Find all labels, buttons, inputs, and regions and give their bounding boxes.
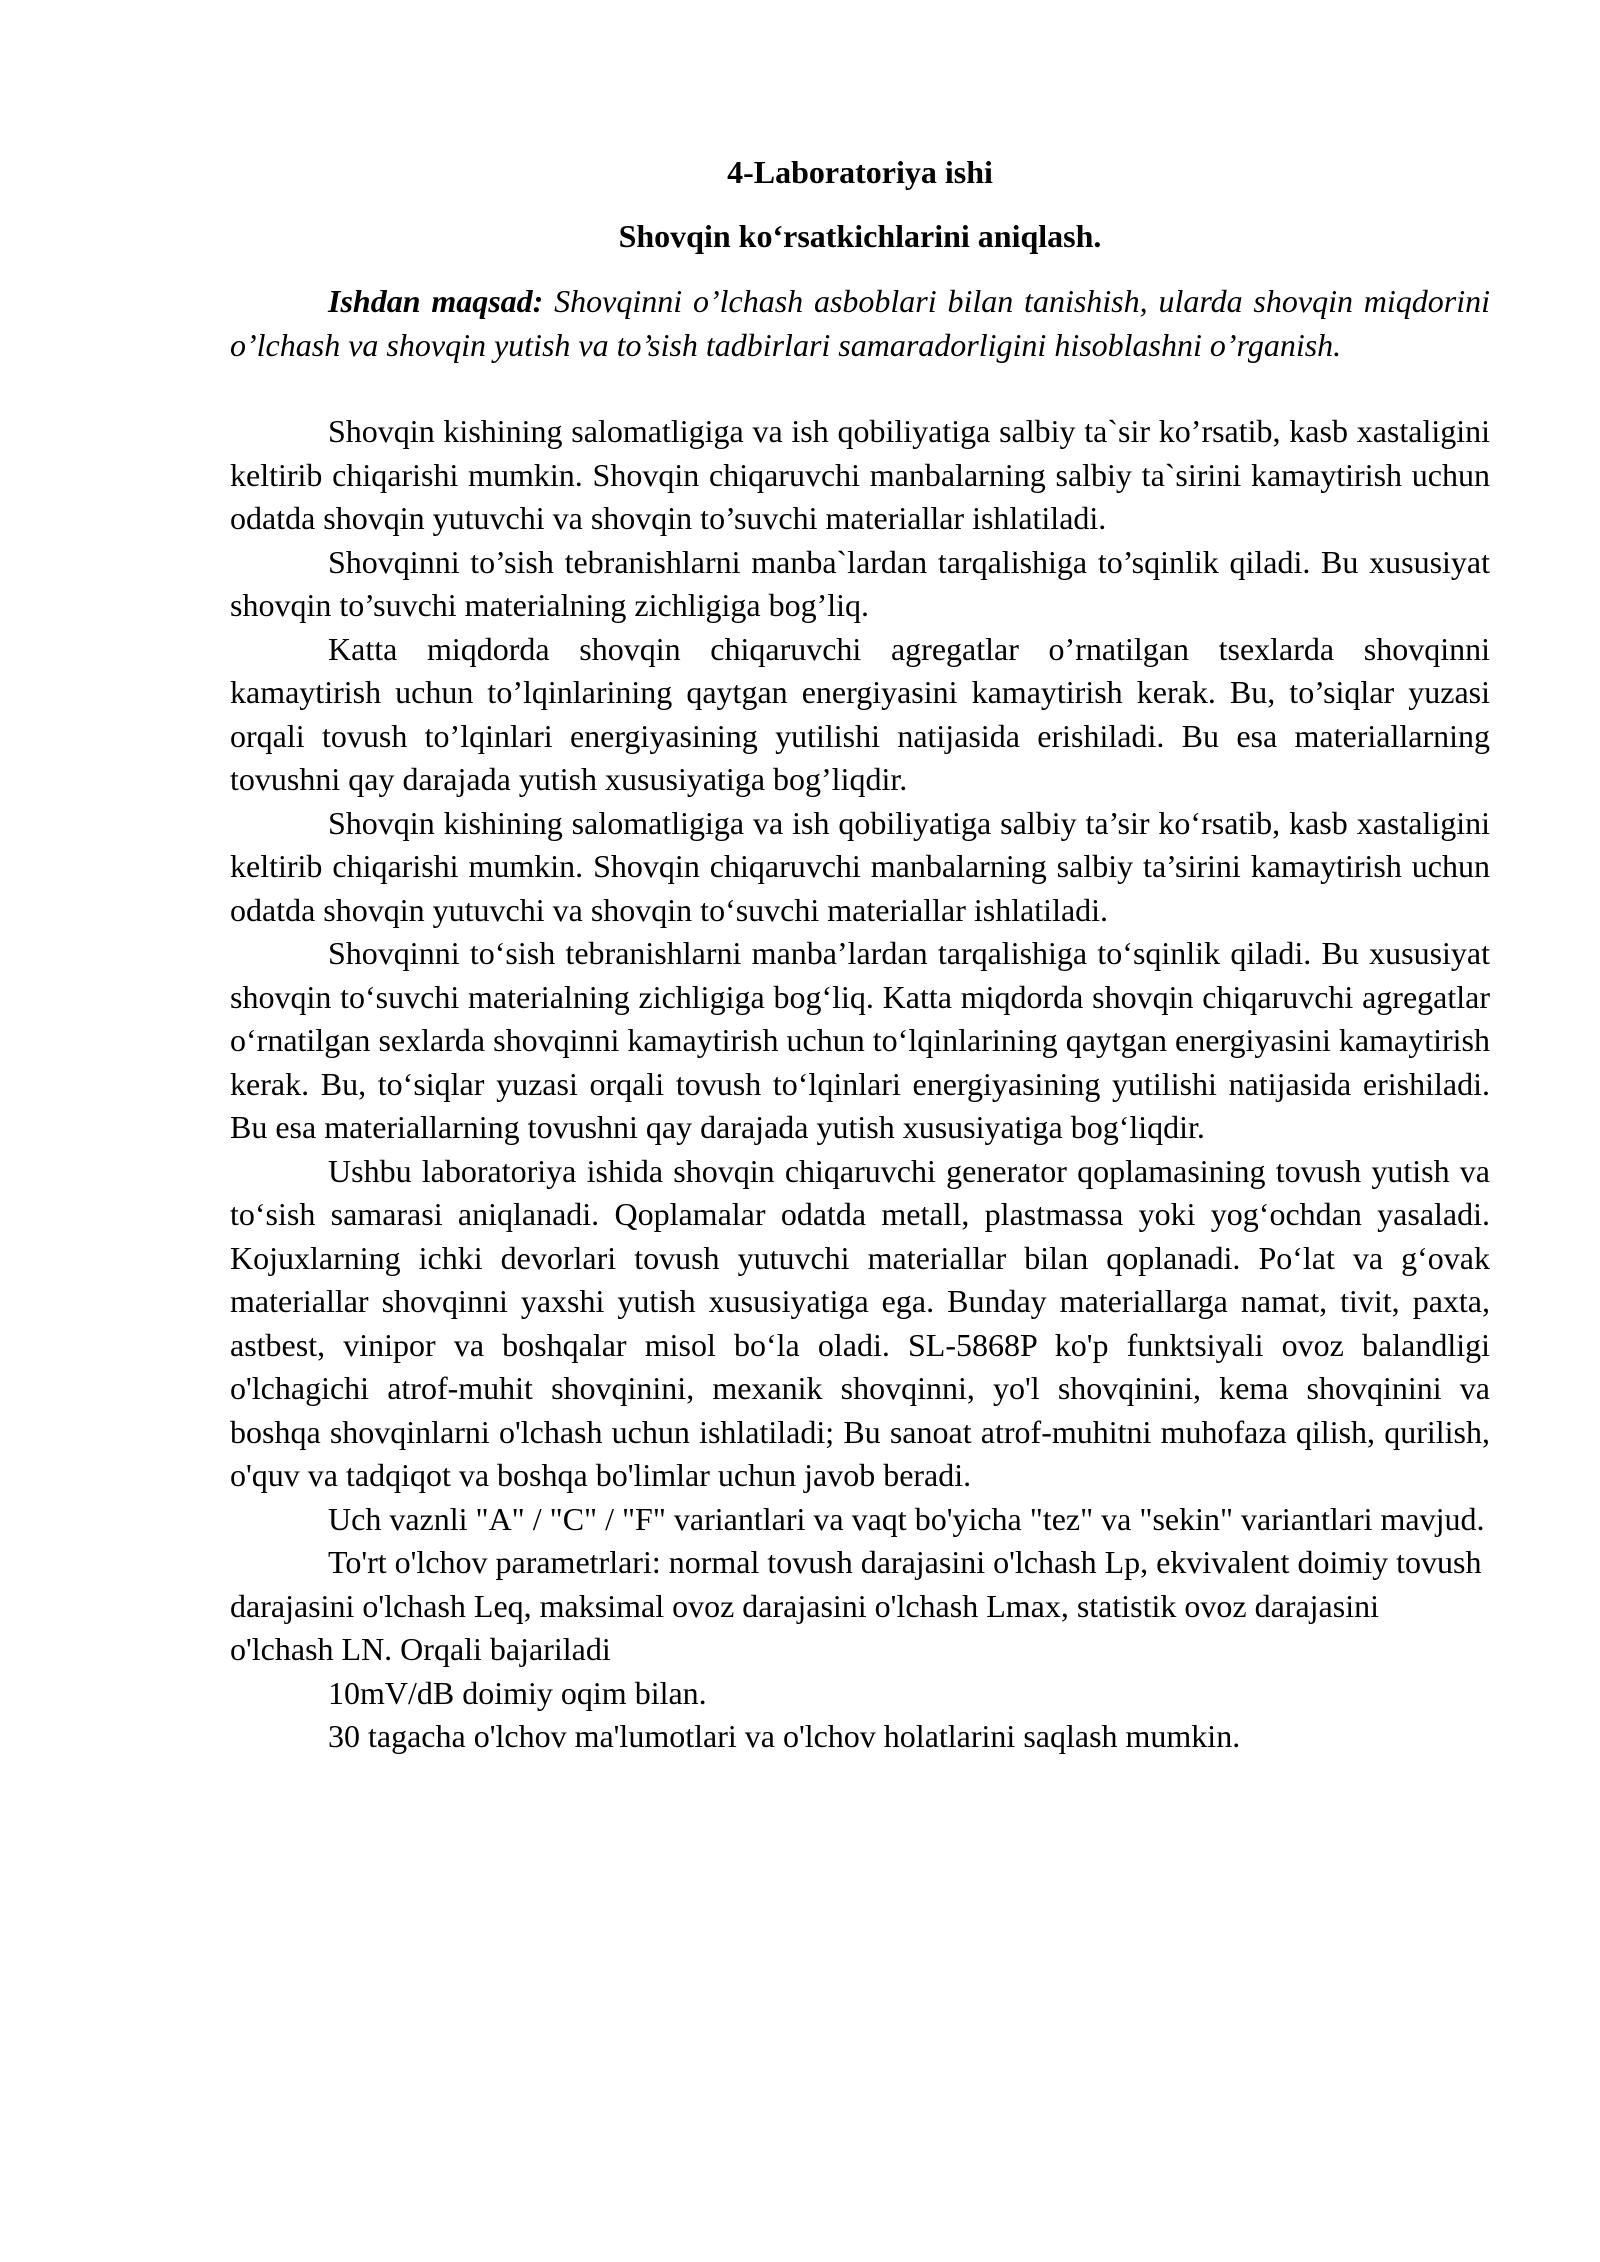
paragraph-noise-blocking: Shovqinni to’sish tebranishlarni manba`lardan tarqalishiga to’sqinlik qiladi. Bu xususiyat shovqin to’suvchi materialning zichligiga bog’liq. [230,543,1490,623]
document-subtitle: Shovqin ko‘rsatkichlarini aniqlash. [618,218,1102,254]
paragraph-health-effects: Shovqin kishining salomatligiga va ish qobiliyatiga salbiy ta`sir ko’rsatib, kasb xastaligini keltirib chiqarishi mumkin. Shovqin chiqaruvchi manbalarning salbiy ta`sirini kamaytirish uchun odatda shovqin yutuvchi va shovqin to’suvchi materiallar ishlatiladi. [230,413,1490,536]
paragraph-health-effects-repeat: Shovqin kishining salomatligiga va ish qobiliyatiga salbiy ta’sir ko‘rsatib, kasb xastaligini keltirib chiqarishi mumkin. Shovqin chiqaruvchi manbalarning salbiy ta’sirini kamaytirish uchun odatda shovqin yutuvchi va shovqin to‘suvchi materiallar ishlatiladi. [230,804,1490,928]
paragraph-noise-blocking-repeat: Shovqinni to‘sish tebranishlarni manba’lardan tarqalishiga to‘sqinlik qiladi. Bu xususiyat shovqin to‘suvchi materialning zichligiga bog‘liq. Katta miqdorda shovqin chiqaruvchi agregatlar o‘rnatilgan sexlarda shovqinni kamaytirish uchun to‘lqinlarining qaytgan energiyasini kamaytirish kerak. Bu, to‘siqlar yuzasi orqali tovush to‘lqinlari energiyasining yutilishi natijasida erishiladi. Bu esa materiallarning tovushni qay darajada yutish xususiyatiga bog‘liqdir. [230,935,1490,1145]
document-page [230,150,1490,1759]
paragraph-measurement-parameters: To'rt o'lchov parametrlari: normal tovush darajasini o'lchash Lp, ekvivalent doimiy tovush darajasini o'lchash Leq, maksimal ovoz darajasini o'lchash Lmax, statistik ovoz darajasini o'lchash LN. Orqali bajariladi [230,1544,1482,1667]
document-title: 4-Laboratoriya ishi [727,154,993,190]
paragraph-large-aggregates: Katta miqdorda shovqin chiqaruvchi agregatlar o’rnatilgan tsexlarda shovqinni kamaytirish uchun to’lqinlarining qaytgan energiyasini kamaytirish kerak. Bu, to’siqlar yuzasi orqali tovush to’lqinlari energiyasining yutilishi natijasida erishiladi. Bu esa materiallarning tovushni qay darajada yutish xususiyatiga bog’liqdir. [230,630,1490,797]
goal-label: Ishdan maqsad: [328,283,544,319]
paragraph-dc-output: 10mV/dB doimiy oqim bilan. [328,1674,707,1711]
paragraph-weighting-options: Uch vaznli "A" / "C" / "F" variantlari va vaqt bo'yicha "tez" va "sekin" variantlari mavjud. [328,1500,1485,1537]
goal-paragraph [230,280,1490,367]
paragraph-data-storage: 30 tagacha o'lchov ma'lumotlari va o'lchov holatlarini saqlash mumkin. [328,1718,1241,1754]
paragraph-laboratory-setup: Ushbu laboratoriya ishida shovqin chiqaruvchi generator qoplamasining tovush yutish va to‘sish samarasi aniqlanadi. Qoplamalar odatda metall, plastmassa yoki yog‘ochdan yasaladi. Kojuxlarning ichki devorlari tovush yutuvchi materiallar bilan qoplanadi. Po‘lat va g‘ovak materiallar shovqinni yaxshi yutish xususiyatiga ega. Bunday materiallarga namat, tivit, paxta, astbest, vinipor va boshqalar misol bo‘la oladi. SL-5868P ko'p funktsiyali ovoz balandligi o'lchagichi atrof-muhit shovqinini, mexanik shovqinni, yo'l shovqinini, kema shovqinini va boshqa shovqinlarni o'lchash uchun ishlatiladi; Bu sanoat atrof-muhitni muhofaza qilish, qurilish, o'quv va tadqiqot va boshqa bo'limlar uchun javob beradi. [230,1152,1490,1493]
goal-text: Shovqinni o’lchash asboblari bilan tanishish, ularda shovqin miqdorini o’lchash va shovqin yutish va to’sish tadbirlari samaradorligini hisoblashni o’rganish. [230,283,1491,363]
